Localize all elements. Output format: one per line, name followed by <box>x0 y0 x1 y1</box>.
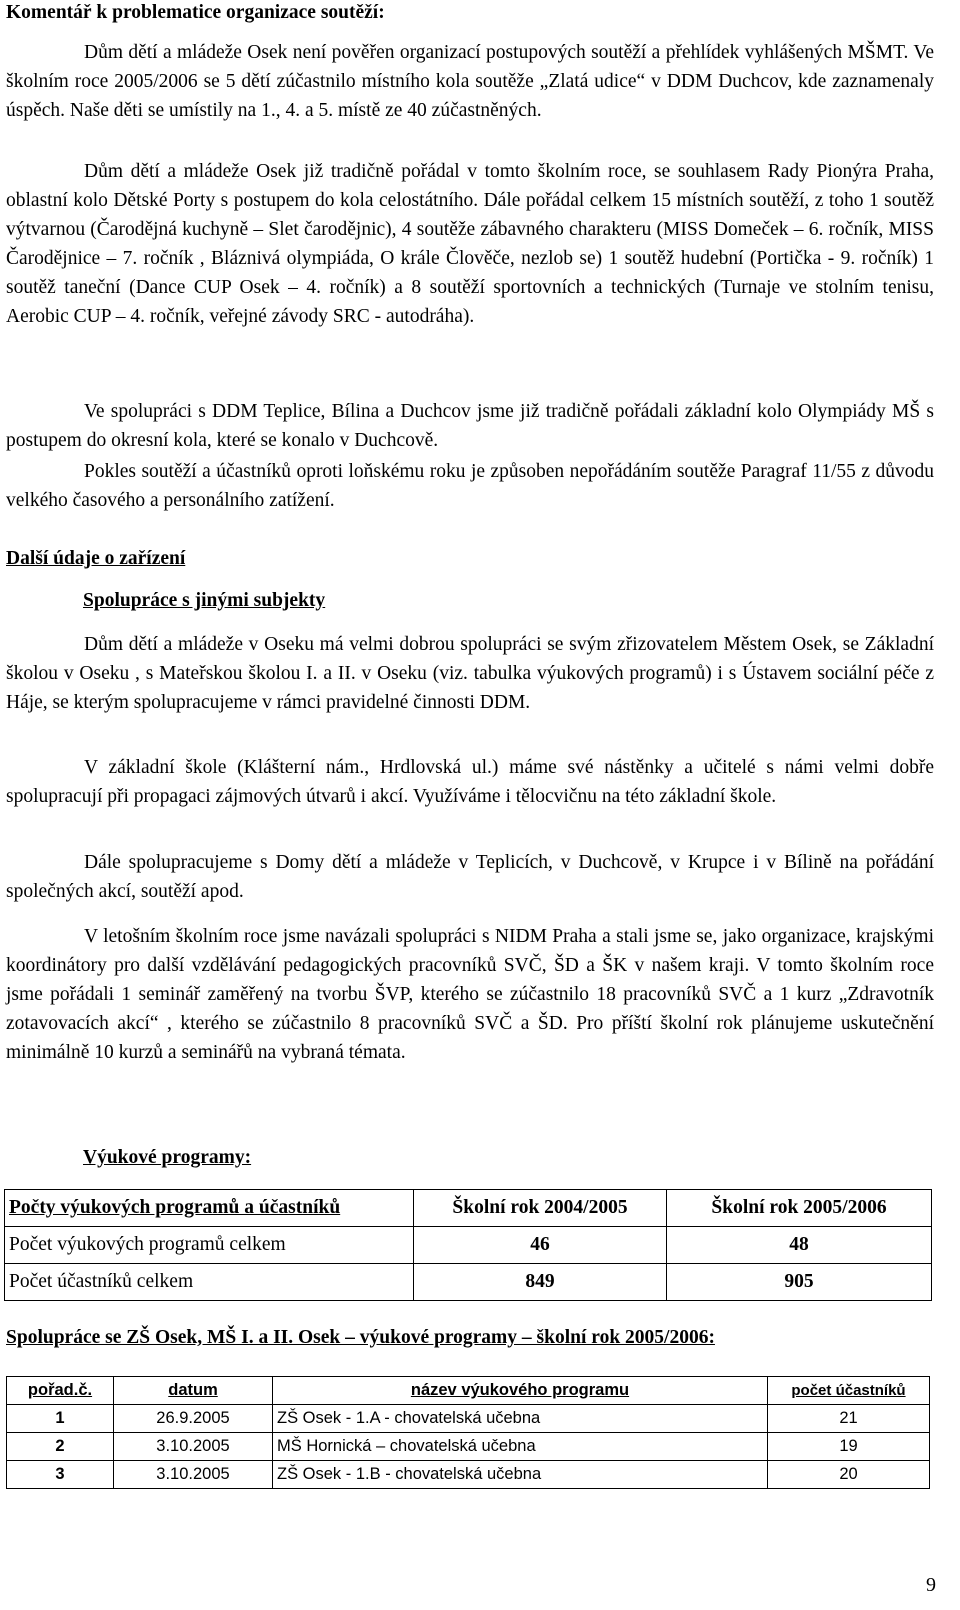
table-cell: 19 <box>768 1433 930 1461</box>
table-cell: 20 <box>768 1461 930 1489</box>
table-header-cell: pořad.č. <box>7 1377 114 1405</box>
table-header-row <box>7 1377 930 1405</box>
spoluprace-paragraph-3: Dále spolupracujeme s Domy dětí a mládeže v Teplicích, v Duchcově, v Krupce i v Bílině na pořádání společných akcí, soutěží apod. <box>6 852 934 902</box>
page-number: 9 <box>926 1574 936 1596</box>
komentar-paragraph-4: Pokles soutěží a účastníků oproti loňskému roku je způsoben nepořádáním soutěže Paragraf 11/55 z důvodu velkého časového a personálního zatížení. <box>6 461 934 511</box>
table-row <box>7 1405 930 1433</box>
table-cell: ZŠ Osek - 1.B - chovatelská učebna <box>273 1461 768 1489</box>
dalsi-udaje-heading: Další údaje o zařízení <box>6 548 186 569</box>
spoluprace-paragraph-2: V základní škole (Klášterní nám., Hrdlovská ul.) máme své nástěnky a učitelé s námi velmi dobře spolupracují při propagaci zájmových útvarů i akcí. Využíváme i tělocvičnu na této základní škole. <box>6 757 934 807</box>
table-cell: Počet výukových programů celkem <box>5 1227 414 1264</box>
komentar-paragraph-3: Ve spolupráci s DDM Teplice, Bílina a Duchcov jsme již tradičně pořádali základní kolo Olympiády MŠ s postupem do okresní kola, které se konalo v Duchcově. <box>6 401 934 451</box>
komentar-paragraph-1: Dům dětí a mládeže Osek není pověřen organizací postupových soutěží a přehlídek vyhlášených MŠMT. Ve školním roce 2005/2006 se 5 dětí zúčastnilo místního kola soutěže „Zlatá udice“ v DDM Duchcov, kde zaznamenaly úspěch. Naše děti se umístily na 1., 4. a 5. místě ze 40 zúčastněných. <box>6 42 934 121</box>
table-cell: 21 <box>768 1405 930 1433</box>
table-row <box>7 1433 930 1461</box>
table-cell: ZŠ Osek - 1.A - chovatelská učebna <box>273 1405 768 1433</box>
table-header-cell: počet účastníků <box>768 1377 930 1405</box>
table-header-cell: Počty výukových programů a účastníků <box>5 1190 414 1227</box>
table-cell: 905 <box>667 1264 932 1301</box>
table-header-cell: název výukového programu <box>273 1377 768 1405</box>
komentar-heading: Komentář k problematice organizace soutěží: <box>6 2 385 23</box>
table-header-row <box>5 1190 932 1227</box>
spoluprace-zs-heading: Spolupráce se ZŠ Osek, MŠ I. a II. Osek – výukové programy – školní rok 2005/2006: <box>6 1327 715 1348</box>
table-cell: 1 <box>7 1405 114 1433</box>
table-row <box>7 1461 930 1489</box>
table-header-cell: Školní rok 2005/2006 <box>667 1190 932 1227</box>
table-cell: MŠ Hornická – chovatelská učebna <box>273 1433 768 1461</box>
table-cell: Počet účastníků celkem <box>5 1264 414 1301</box>
table-cell: 3 <box>7 1461 114 1489</box>
table-row <box>5 1264 932 1301</box>
table-row <box>5 1227 932 1264</box>
vyukove-programy-table <box>4 1189 932 1301</box>
spoluprace-paragraph-1: Dům dětí a mládeže v Oseku má velmi dobrou spolupráci se svým zřizovatelem Městem Osek, se Základní školou v Oseku , s Mateřskou školou I. a II. v Oseku (viz. tabulka výukových programů) i s Ústavem sociální péče z Háje, se kterým spolupracujeme v rámci pravidelné činnosti DDM. <box>6 634 934 713</box>
table-cell: 46 <box>414 1227 667 1264</box>
spoluprace-paragraph-4: V letošním školním roce jsme navázali spolupráci s NIDM Praha a stali jsme se, jako organizace, krajskými koordinátory pro další vzdělávání pedagogických pracovníků SVČ, ŠD a ŠK v našem kraji. V tomto školním roce jsme pořádali 1 seminář zaměřený na tvorbu ŠVP, kterého se zúčastnilo 18 pracovníků SVČ a 1 kurz „Zdravotník zotavovacích akcí“ , kterého se zúčastnilo 8 pracovníků SVČ a ŠD. Pro příští školní rok plánujeme uskutečnění minimálně 10 kurzů a seminářů na vybraná témata. <box>6 926 934 1063</box>
table-cell: 48 <box>667 1227 932 1264</box>
table-header-cell: Školní rok 2004/2005 <box>414 1190 667 1227</box>
vyukove-programy-heading: Výukové programy: <box>83 1147 252 1168</box>
spoluprace-zs-table <box>6 1376 930 1489</box>
table-header-cell: datum <box>114 1377 273 1405</box>
table-cell: 26.9.2005 <box>114 1405 273 1433</box>
table-cell: 3.10.2005 <box>114 1433 273 1461</box>
table-cell: 849 <box>414 1264 667 1301</box>
table-cell: 3.10.2005 <box>114 1461 273 1489</box>
spoluprace-subheading: Spolupráce s jinými subjekty <box>83 590 326 611</box>
table-cell: 2 <box>7 1433 114 1461</box>
komentar-paragraph-2: Dům dětí a mládeže Osek již tradičně pořádal v tomto školním roce, se souhlasem Rady Pionýra Praha, oblastní kolo Dětské Porty s postupem do kola celostátního. Dále pořádal celkem 15 místních soutěží, z toho 1 soutěž výtvarnou (Čarodějná kuchyně – Slet čarodějnic), 4 soutěže zábavného charakteru (MISS Domeček – 6. ročník, MISS Čarodějnice – 7. ročník , Bláznivá olympiáda, O krále Člověče, nezlob se) 1 soutěž hudební (Portička - 9. ročník) 1 soutěž taneční (Dance CUP Osek – 4. ročník) a 8 soutěží sportovních a technických (Turnaje ve stolním tenisu, Aerobic CUP – 4. ročník, veřejné závody SRC - autodráha). <box>6 161 934 327</box>
